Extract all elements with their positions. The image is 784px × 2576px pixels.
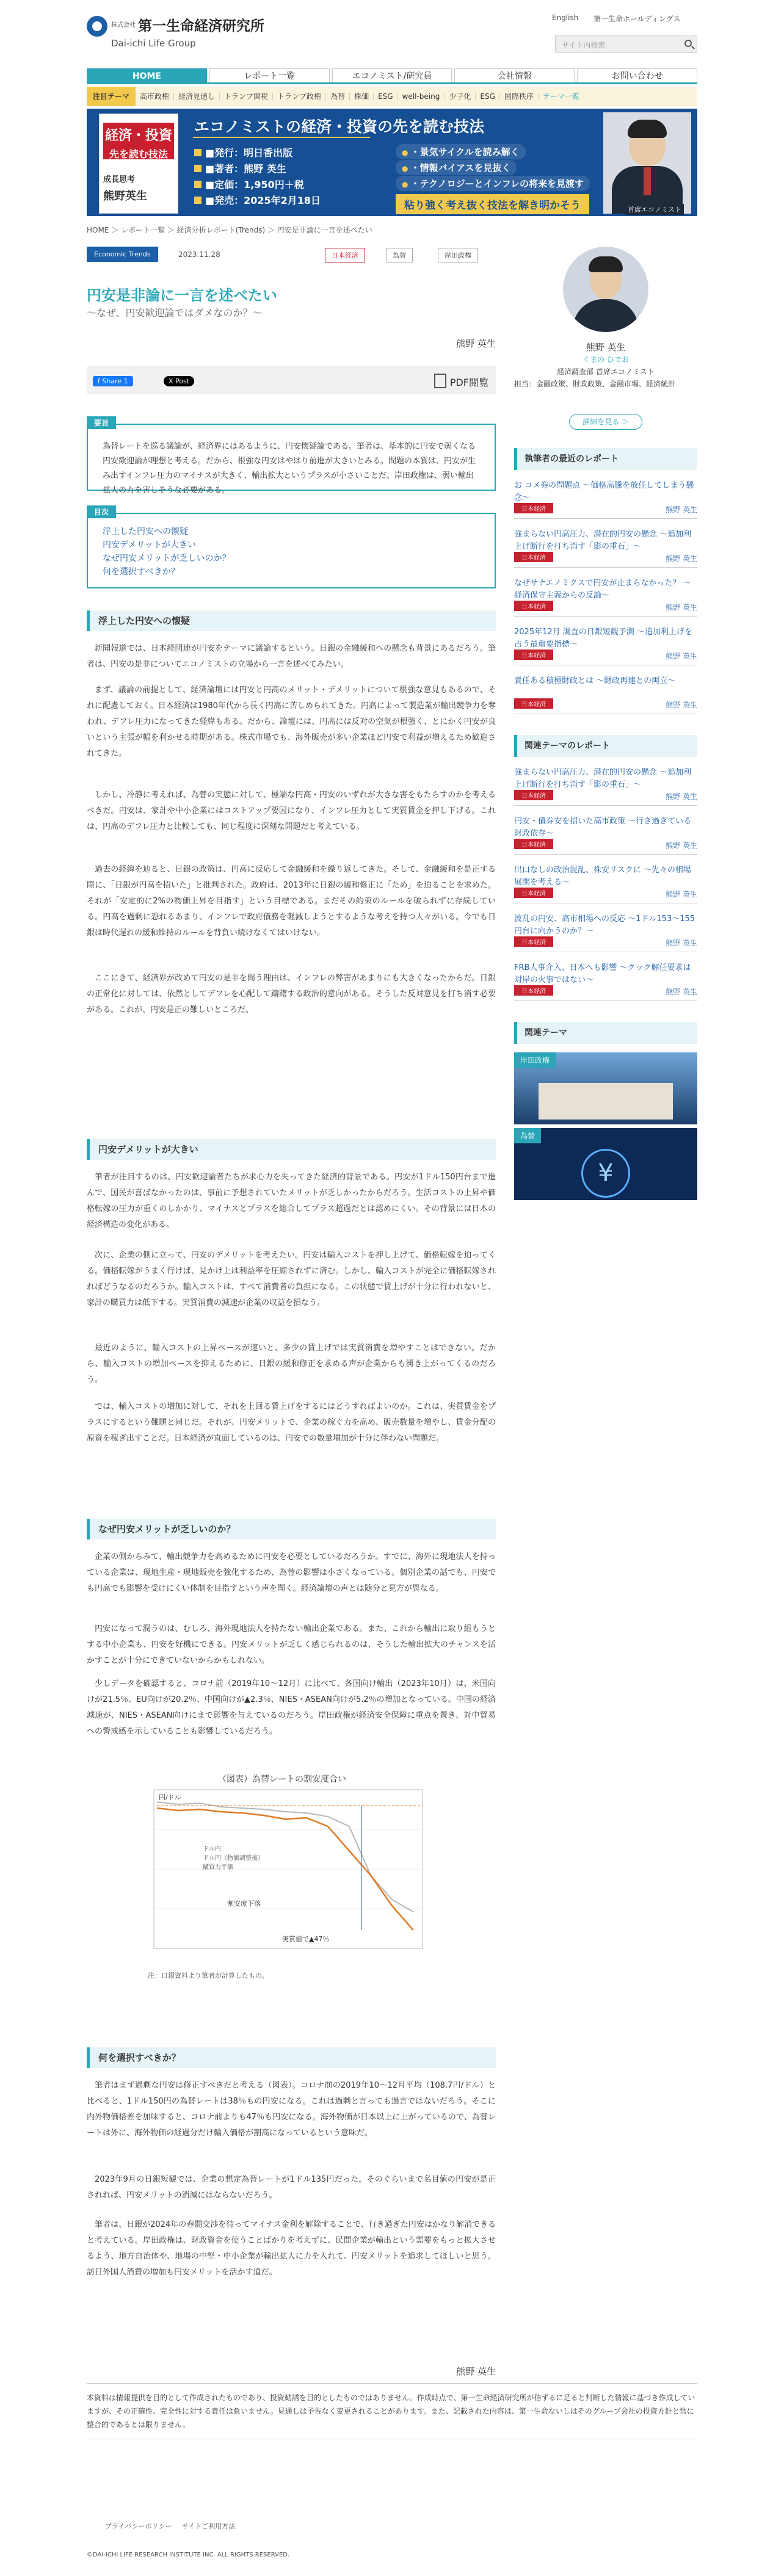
- facebook-share-button[interactable]: f Share 1: [93, 376, 133, 386]
- paragraph: 過去の経緯を辿ると、日銀の政策は、円高に反応して金融緩和を繰り返してきた。そして、金融緩和を是正する際に、「日銀が円高を招いた」と批判された。政府は、2013年に日銀の緩和修正に「ため」を迫ることを求めた。それが「安定的に2%の物価上昇を目指す」という目標である。まだその約束のルールを破られずに存続している。円高を過剰に恐れるあまり、インフレで政府債務を軽減しようとするような考えを持つ人々がいる。今でも日銀は時代遅れの緩和維持のルールを背負い続けなくてはいけない。: [87, 865, 496, 938]
- toc-link[interactable]: なぜ円安メリットが乏しいのか？: [103, 554, 231, 563]
- paragraph: まず、議論の前提として、経済論壇には円安と円高のメリット・デメリットについて根強な意見もあるので、それに配慮しておく。日本経済は1980年代から長く円高に苦しめられてきた。円高によって製造業が輸出競争力を奪われ、デフレ圧力になってきた経緯もある。だから、論壇には、円高には反対の空気が根強く、とにかく円安が良いという主張が幅を利かせる時期がある。株式市場でも、海外販売が多い企業ほど円安で利益が増えるため歓迎されてきた。: [87, 686, 496, 758]
- author-photo-caption: 首席エコノミスト: [625, 204, 684, 215]
- article-title: 円安是非論に一言を述べたい: [87, 287, 277, 304]
- section-heading: 浮上した円安への懐疑: [87, 610, 496, 631]
- paragraph: 筆者はまず過剰な円安は修正すべきだと考える（図表）。コロナ前の2019年10～12月平均（108.7円/ドル）と比べると、1ドル150円の為替レートは38％もの円安になる。これは過剰と言っても過言ではないだろう。そこに内外物価格差を加味すると、コロナ前よりも47％も円安になる。海外物価が日本以上に上がっているので、為替レートは外に、海外物価の経過分だけ輸入価格が割高になっているという意味だ。: [87, 2081, 496, 2138]
- banner-price: ■定価：1,950円＋税: [194, 177, 304, 191]
- usage-link[interactable]: サイトご利用方法: [182, 2522, 236, 2530]
- gnav-home[interactable]: HOME: [87, 68, 207, 82]
- banner-point: ● ・景気サイクルを読み解く: [396, 144, 526, 159]
- summary-label: 要旨: [87, 416, 116, 429]
- report-item[interactable]: 出口なしの政治混乱、株安リスクに ～先々の相場展開を考える～ 日本経済 熊野 英生: [514, 859, 697, 903]
- paragraph: 新聞報道では、日本経団連が円安をテーマに議論するという。日銀の金融緩和への懸念も背景にあるだろう。筆者は、円安の是非についてエコノミストの立場から一言を述べてみたい。: [87, 644, 496, 669]
- profile-more-button[interactable]: 詳細を見る ＞: [569, 414, 642, 430]
- global-nav: [87, 68, 697, 84]
- section-heading: なぜ円安メリットが乏しいのか？: [87, 1519, 496, 1539]
- theme-item[interactable]: 為替: [326, 93, 350, 100]
- toc-label: 目次: [87, 505, 116, 518]
- related-themes-label: 関連テーマ: [514, 1022, 697, 1044]
- theme-item[interactable]: 高市政権: [136, 93, 174, 100]
- keyword-tag[interactable]: 日本経済: [325, 248, 365, 262]
- theme-nav-label: 注目テーマ: [87, 87, 136, 106]
- currency-icon: ¥: [581, 1149, 630, 1198]
- article: [87, 247, 496, 2377]
- theme-card-label: 為替: [514, 1128, 541, 1143]
- logo-sub: Dai-ichi Life Group: [111, 38, 196, 49]
- book-cover-author: 熊野英生: [103, 190, 147, 203]
- figure-legend: ドル円: [203, 1846, 221, 1853]
- theme-item[interactable]: 少子化: [445, 93, 476, 100]
- keyword-tag[interactable]: 岸田政権: [438, 248, 478, 262]
- figure-title: （図表）為替レートの割安度合い: [218, 1775, 346, 1784]
- publish-date: 2023.11.28: [178, 250, 220, 259]
- figure-annotation: 割安度下落: [227, 1900, 261, 1908]
- figure-chart: [129, 1784, 435, 1973]
- banner-point: ● ・テクノロジーとインフレの将来を見渡す: [396, 176, 590, 191]
- paragraph: しかし、冷静に考えれば、為替の実態に対して、極端な円高・円安のいずれが大きな害をもたらすのかを考えるべきだ。円安は、家計や中小企業にはコストアップ要因になり、インフレ圧力として実質賃金を押し下げる。これは、円高のデフレ圧力と比較しても、同じ程度に深刻な問題だと考えている。: [87, 791, 496, 831]
- theme-item[interactable]: 株価: [350, 93, 374, 100]
- share-bar: [87, 366, 496, 394]
- breadcrumb[interactable]: HOME ＞ レポート一覧 ＞ 経済分析レポート(Trends) ＞ 円安是非論に一言を述べたい: [87, 226, 372, 234]
- related-reports: [514, 735, 697, 757]
- paragraph: 2023年9月の日銀短観では、企業の想定為替レートが1ドル135円だった。そのぐらいまで名目値の円安が是正されれば、円安メリットの消滅にはならないだろう。: [87, 2175, 496, 2200]
- banner-title: エコノミストの経済・投資の先を読む技法: [194, 118, 485, 136]
- figure-y-label: 円/ドル: [159, 1793, 181, 1801]
- site-header: [87, 0, 697, 61]
- category-badge[interactable]: 日本経済: [514, 552, 553, 562]
- figure-legend: 購買力平価: [203, 1864, 233, 1871]
- paragraph: ここにきて、経済界が改めて円安の是非を問う理由は、インフレの弊害があまりにも大きくなったからだ。日銀の正常化に対しては、依然としてデフレを心配して躊躇する政治的意向がある。そうした反対意見を打ち消す必要がある。これが、円安是正の難しいところだ。: [87, 974, 496, 1015]
- category-badge[interactable]: 日本経済: [514, 790, 553, 800]
- paragraph: 少しデータを確認すると、コロナ前（2019年10～12月）に比べて、各国向け輸出（2023年10月）は、米国向けが21.5％、EU向けが20.2％、中国向けが▲2.3％、NIES・ASEAN向けが5.2％の増加となっている。中国の経済減速が、NIES・ASEAN向けにまで影響を与えているのだろう。岸田政権が経済安全保障に重点を置き、対中貿易への警戒感を示していることも影響しているだろう。: [87, 1679, 496, 1736]
- report-item[interactable]: 円安・債券安を招いた高市政策 ～行き過ぎている財政依存～ 日本経済 熊野 英生: [514, 811, 697, 855]
- report-item[interactable]: 責任ある積極財政とは ～財政再建との両立～ 日本経済 熊野 英生: [514, 670, 697, 714]
- category-badge[interactable]: 日本経済: [514, 649, 553, 660]
- privacy-link[interactable]: プライバシーポリシー: [105, 2522, 172, 2530]
- profile-photo: [563, 247, 648, 332]
- theme-card-fx[interactable]: [514, 1128, 697, 1200]
- article-meta: [87, 247, 496, 262]
- theme-item[interactable]: ESG: [374, 93, 398, 100]
- paragraph: 円安になって潤うのは、むしろ、海外現地法人を持たない輸出企業である。また、これから輸出に取り組もうとする中小企業も、円安を好機にできる。円安メリットが乏しく感じられるのは、そうした輸出拡大のチャンスを活かすことが十分にできていないからかもしれない。: [87, 1624, 496, 1665]
- disclaimer: 本資料は情報提供を目的として作成されたものであり、投資勧誘を目的としたものではありません。作成時点で、第一生命経済研究所が信ずるに足ると判断した情報に基づき作成していますが、その正確性、完全性に対する責任は負いません。見通しは予告なく変更されることがあります。また、記載された内容は、第一生命ないしはそのグループ会社の投資方針と常に整合的であるとは限りません。: [87, 2383, 697, 2439]
- book-banner[interactable]: [87, 109, 697, 216]
- logo-name[interactable]: 第一生命経済研究所: [138, 18, 264, 34]
- x-post-button[interactable]: X Post: [164, 376, 194, 386]
- category-badge[interactable]: 日本経済: [514, 839, 553, 849]
- category-badge[interactable]: 日本経済: [514, 698, 553, 709]
- report-item[interactable]: なぜサナエノミクスで円安が止まらなかった？ ～経済保守主義からの反論～ 日本経済 熊野 英生: [514, 573, 697, 617]
- figure-legend: ドル円（物価調整後）: [203, 1855, 264, 1862]
- report-item[interactable]: 強まらない円高圧力、潜在的円安の懸念 ～追加利上げ断行を打ち消す「影の重石」～ 日本経済 熊野 英生: [514, 524, 697, 568]
- category-badge[interactable]: 日本経済: [514, 503, 553, 513]
- toc-link[interactable]: 円安デメリットが大きい: [103, 540, 196, 550]
- theme-nav: [87, 87, 697, 106]
- pdf-button[interactable]: PDF閲覧: [434, 374, 488, 389]
- author-photo: [603, 112, 691, 214]
- article-subtitle: ～なぜ、円安歓迎論ではダメなのか？～: [87, 307, 263, 319]
- category-tag[interactable]: Economic Trends: [87, 247, 158, 262]
- gnav-reports[interactable]: レポート一覧: [209, 68, 330, 82]
- english-link[interactable]: English: [552, 13, 579, 22]
- toc-box: [87, 508, 496, 588]
- theme-card-kishida[interactable]: [514, 1052, 697, 1124]
- gnav-contact[interactable]: お問い合わせ: [577, 68, 697, 82]
- end-author[interactable]: 熊野 英生: [456, 2366, 496, 2377]
- keyword-tag[interactable]: 為替: [386, 248, 413, 262]
- profile-name[interactable]: 熊野 英生: [586, 342, 626, 353]
- article-author[interactable]: 熊野 英生: [456, 338, 496, 349]
- copyright: ©DAI-ICHI LIFE RESEARCH INSTITUTE INC. ALL RIGHTS RESERVED.: [87, 2552, 290, 2558]
- search-placeholder: サイト内検索: [562, 41, 606, 49]
- latest-reports: [514, 448, 697, 470]
- book-cover: [99, 114, 178, 214]
- paragraph: 最近のように、輸入コストの上昇ペースが速いと、多少の賃上げでは実質消費を増やすことはできない。だから、輸入コストの増加ペースを抑えるために、日銀の緩和修正を求める声が企業からも湧き上がってくるのだろう。: [87, 1344, 496, 1384]
- profile-field: 担当：金融政策、財政政策、金融市場、経済統計: [514, 380, 676, 388]
- exchange-rate-figure: [129, 1773, 435, 1980]
- theme-list-link[interactable]: テーマ一覧: [542, 92, 579, 101]
- group-home-link[interactable]: 第一生命ホールディングス: [593, 15, 681, 23]
- figure-note: 注：日銀資料より筆者が計算したもの。: [148, 1972, 269, 1980]
- profile-kana: くまの ひでお: [583, 355, 629, 364]
- section-heading: 何を選択すべきか？: [87, 2047, 496, 2068]
- report-item[interactable]: お コメ券の問題点 ～価格高騰を放任してしまう懸念～ 日本経済 熊野 英生: [514, 475, 697, 519]
- paragraph: 筆者は、日銀が2024年の春闘交渉を待ってマイナス金利を解除することで、行き過ぎた円安はかなり解消できると考えている。岸田政権は、財政資金を使うことばかりを考えずに、民間企業が輸出という需要をもっと拡大させるよう、地方自治体や、地場の中堅・中小企業が輸出拡大に力を入れて、円安メリットを追求してほしいと思う。訪日外国人消費の増加も円安メリットを活かす道だ。: [87, 2220, 496, 2277]
- related-reports-label: 関連テーマのレポート: [514, 735, 697, 757]
- gnav-economists[interactable]: エコノミスト/研究員: [332, 68, 452, 82]
- category-badge[interactable]: 日本経済: [514, 936, 553, 947]
- summary-box: [87, 419, 496, 495]
- report-item[interactable]: 強まらない円高圧力、潜在的円安の懸念 ～追加利上げ断行を打ち消す「影の重石」～ 日本経済 熊野 英生: [514, 762, 697, 806]
- theme-item[interactable]: ESG: [476, 93, 500, 100]
- theme-item[interactable]: well-being: [398, 93, 445, 100]
- logo-mark-icon[interactable]: [87, 16, 107, 37]
- banner-author: ■著者：熊野 英生: [194, 161, 286, 175]
- search-icon[interactable]: [684, 40, 692, 47]
- banner-cta[interactable]: 粘り強く考え抜く技法を解き明かそう: [396, 194, 589, 214]
- logo-corp: 株式会社: [111, 22, 136, 29]
- profile-role: 経済調査部 首席エコノミスト: [557, 367, 655, 376]
- paragraph: 筆者が注目するのは、円安歓迎論者たちが求心力を失ってきた経済的背景である。円安が1ドル150円台まで進んで、国民が喜ばなかったのは、事前に予想されていたメリットが乏しかったからだろう。生活コストの上昇や価格転嫁の圧力が重くのしかかり、マイナスとプラスを総合してプラス超過だとは認めにくい。その背景には日本の経済構造の変化がある。: [87, 1173, 496, 1229]
- latest-reports-label: 執筆者の最近のレポート: [514, 448, 697, 470]
- category-badge[interactable]: 日本経済: [514, 985, 553, 996]
- summary-text: 為替レートを巡る議論が、経済界にはあるように、円安懐疑論である。筆者は、基本的に円安で弱くなる円安歓迎論が理想と考える。だから、根強な円安はやはり前進が大きいとみる。問題の本質は、円安が生み出すインフレ圧力のマイナスが大きく、輸出拡大というプラスが小さいことだ。岸田政権は、弱い輸出拡大の力を害しそうな必要がある。: [103, 442, 476, 495]
- book-cover-subtitle: 成長思考: [103, 175, 136, 184]
- paragraph: では、輸入コストの増加に対して、それを上回る賃上げをするにはどうすればよいのか。これは、実質賃金をプラスにするという難題と同じだ。それが、円安メリットで、企業の稼ぐ力を高め、販売数量を増やし、賃金分配の原資を稼ぎ出すことだ。日本経済が直面しているのは、円安での数量増加が十分に伴わない問題だ。: [87, 1402, 496, 1443]
- figure-annotation: 実質値で▲47％: [282, 1935, 330, 1943]
- paragraph: 次に、企業の側に立って、円安のデメリットを考えたい。円安は輸入コストを押し上げて、価格転嫁を迫ってくる。価格転嫁がうまく行けば、見かけ上は利益率を圧縮されずに済む。しかし、輸入コストが完全に価格転嫁されればどうなるのだろうか。輸入コストは、すべて消費者の負担になる。この状態で賃上げが十分に行われないと、家計の購買力は低下する。実質消費の減速が企業の収益を損なう。: [87, 1251, 496, 1308]
- report-item[interactable]: 2025年12月 調査の日銀短観予測 ～追加利上げを占う最重要指標～ 日本経済 熊野 英生: [514, 621, 697, 665]
- category-badge[interactable]: 日本経済: [514, 601, 553, 611]
- building-image: [539, 1083, 673, 1120]
- theme-card-label: 岸田政権: [514, 1052, 556, 1068]
- book-cover-title: 経済・投資 先を読む技法: [103, 123, 174, 159]
- report-item[interactable]: FRB人事介入、日本へも影響 ～クック解任要求は対岸の火事ではない～ 日本経済 熊野 英生: [514, 957, 697, 1001]
- banner-publisher: ■発行：明日香出版: [194, 145, 292, 159]
- report-item[interactable]: 波乱の円安、高市相場への反応 ～1ドル153～155円台に向かうのか？～ 日本経済 熊野 英生: [514, 908, 697, 952]
- theme-item[interactable]: 国際秩序: [500, 93, 539, 100]
- paragraph: 企業の側からみて、輸出競争力を高めるために円安を必要としているだろうか。すでに、海外に現地法人を持っている企業は、現地生産・現地販売を強化するため、為替の影響は小さくなっている。個別企業の話でも、円安でも円高でも影響を受けにくい体制を目指すという声を聞く。経済論壇の声とは随分と見方が異なる。: [87, 1552, 496, 1593]
- theme-item[interactable]: トランプ政権: [273, 93, 326, 100]
- toc-link[interactable]: 何を選択すべきか？: [103, 567, 180, 577]
- search-input[interactable]: [555, 35, 697, 53]
- banner-point: ● ・情報バイアスを見抜く: [396, 160, 517, 175]
- gnav-company[interactable]: 会社情報: [454, 68, 575, 82]
- toc-link[interactable]: 浮上した円安への懐疑: [103, 527, 188, 537]
- section-heading: 円安デメリットが大きい: [87, 1139, 496, 1160]
- banner-release: ■発売：2025年2月18日: [194, 193, 321, 207]
- theme-item[interactable]: トランプ関税: [220, 93, 273, 100]
- theme-item[interactable]: 経済見通し: [174, 93, 220, 100]
- banner-divider: [193, 137, 370, 138]
- category-badge[interactable]: 日本経済: [514, 888, 553, 898]
- related-themes: [514, 1022, 697, 1044]
